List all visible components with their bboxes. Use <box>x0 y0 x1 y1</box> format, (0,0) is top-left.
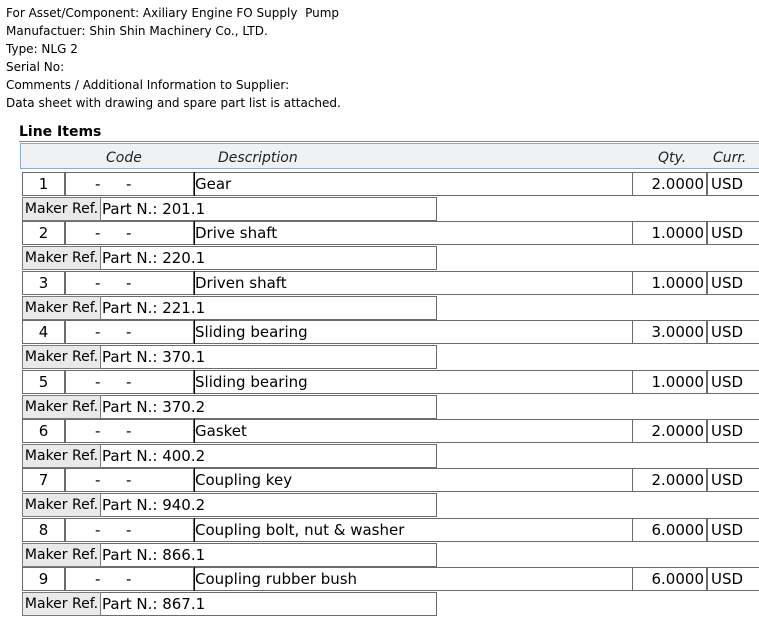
item-description[interactable]: Driven shaft <box>194 271 633 295</box>
item-description[interactable]: Coupling rubber bush <box>194 567 633 591</box>
item-quantity[interactable]: 2.0000 <box>632 468 707 492</box>
part-number-field[interactable]: Part N.: 866.1 <box>101 543 437 567</box>
maker-ref-row[interactable] <box>0 197 759 222</box>
table-row[interactable] <box>0 370 759 395</box>
maker-ref-row[interactable] <box>0 493 759 518</box>
table-row[interactable] <box>0 221 759 246</box>
maker-ref-label: Maker Ref. <box>22 493 101 517</box>
table-row[interactable] <box>0 567 759 592</box>
code-part-2: - <box>126 422 132 440</box>
maker-ref-label: Maker Ref. <box>22 444 101 468</box>
item-currency[interactable]: USD <box>707 320 759 344</box>
item-quantity[interactable]: 2.0000 <box>632 419 707 443</box>
item-currency[interactable]: USD <box>707 221 759 245</box>
maker-ref-label: Maker Ref. <box>22 592 101 616</box>
item-code[interactable] <box>65 419 194 443</box>
code-part-2: - <box>126 274 132 292</box>
part-number-field[interactable]: Part N.: 370.1 <box>101 345 437 369</box>
table-row[interactable] <box>0 271 759 296</box>
maker-ref-row[interactable] <box>0 345 759 370</box>
item-code[interactable] <box>65 271 194 295</box>
code-part-2: - <box>126 521 132 539</box>
item-quantity[interactable]: 6.0000 <box>632 518 707 542</box>
section-divider <box>19 141 759 142</box>
item-code[interactable] <box>65 320 194 344</box>
description-separator <box>194 518 195 542</box>
table-row[interactable] <box>0 320 759 345</box>
item-description[interactable]: Coupling key <box>194 468 633 492</box>
asset-line: For Asset/Component: Axiliary Engine FO Supply Pump <box>6 6 340 20</box>
item-currency[interactable]: USD <box>707 468 759 492</box>
maker-ref-label: Maker Ref. <box>22 197 101 221</box>
table-row[interactable] <box>0 468 759 493</box>
maker-ref-label: Maker Ref. <box>22 395 101 419</box>
maker-ref-label: Maker Ref. <box>22 296 101 320</box>
item-number[interactable]: 3 <box>22 271 65 295</box>
section-title: Line Items <box>19 124 102 140</box>
part-number-field[interactable]: Part N.: 867.1 <box>101 592 437 616</box>
maker-ref-row[interactable] <box>0 296 759 321</box>
item-number[interactable]: 8 <box>22 518 65 542</box>
item-number[interactable]: 2 <box>22 221 65 245</box>
item-description[interactable]: Gear <box>194 172 633 196</box>
item-currency[interactable]: USD <box>707 271 759 295</box>
line-items-header <box>20 143 759 169</box>
maker-ref-label: Maker Ref. <box>22 345 101 369</box>
code-part-2: - <box>126 175 132 193</box>
col-description-header: Description <box>218 150 298 166</box>
manufacturer-line: Manufactuer: Shin Shin Machinery Co., LTD. <box>6 24 268 38</box>
part-number-field[interactable]: Part N.: 940.2 <box>101 493 437 517</box>
code-part-1: - <box>95 521 101 539</box>
item-code[interactable] <box>65 518 194 542</box>
item-quantity[interactable]: 2.0000 <box>632 172 707 196</box>
item-description[interactable]: Sliding bearing <box>194 370 633 394</box>
item-description[interactable]: Coupling bolt, nut & washer <box>194 518 633 542</box>
asset-info <box>6 4 341 112</box>
part-number-field[interactable]: Part N.: 400.2 <box>101 444 437 468</box>
serial-line: Serial No: <box>6 60 65 74</box>
table-row[interactable] <box>0 172 759 197</box>
item-quantity[interactable]: 3.0000 <box>632 320 707 344</box>
code-part-1: - <box>95 274 101 292</box>
item-currency[interactable]: USD <box>707 172 759 196</box>
code-part-1: - <box>95 175 101 193</box>
item-number[interactable]: 9 <box>22 567 65 591</box>
code-part-2: - <box>126 570 132 588</box>
code-part-1: - <box>95 570 101 588</box>
code-part-2: - <box>126 471 132 489</box>
description-separator <box>194 271 195 295</box>
item-description[interactable]: Drive shaft <box>194 221 633 245</box>
code-part-1: - <box>95 323 101 341</box>
item-number[interactable]: 6 <box>22 419 65 443</box>
item-currency[interactable]: USD <box>707 370 759 394</box>
maker-ref-row[interactable] <box>0 592 759 617</box>
code-part-1: - <box>95 471 101 489</box>
item-code[interactable] <box>65 172 194 196</box>
code-part-1: - <box>95 373 101 391</box>
type-line: Type: NLG 2 <box>6 42 78 56</box>
maker-ref-row[interactable] <box>0 444 759 469</box>
code-part-2: - <box>126 373 132 391</box>
code-part-1: - <box>95 224 101 242</box>
maker-ref-label: Maker Ref. <box>22 246 101 270</box>
col-code-header: Code <box>106 150 142 166</box>
part-number-field[interactable]: Part N.: 221.1 <box>101 296 437 320</box>
item-number[interactable]: 7 <box>22 468 65 492</box>
item-currency[interactable]: USD <box>707 567 759 591</box>
part-number-field[interactable]: Part N.: 201.1 <box>101 197 437 221</box>
item-code[interactable] <box>65 567 194 591</box>
part-number-field[interactable]: Part N.: 220.1 <box>101 246 437 270</box>
code-part-1: - <box>95 422 101 440</box>
item-quantity[interactable]: 1.0000 <box>632 370 707 394</box>
description-separator <box>194 468 195 492</box>
description-separator <box>194 419 195 443</box>
comments-label: Comments / Additional Information to Supplier: <box>6 78 290 92</box>
item-description[interactable]: Sliding bearing <box>194 320 633 344</box>
code-part-2: - <box>126 323 132 341</box>
col-curr-header: Curr. <box>713 150 747 166</box>
item-currency[interactable]: USD <box>707 419 759 443</box>
maker-ref-row[interactable] <box>0 246 759 271</box>
item-description[interactable]: Gasket <box>194 419 633 443</box>
item-quantity[interactable]: 1.0000 <box>632 221 707 245</box>
description-separator <box>194 221 195 245</box>
description-separator <box>194 320 195 344</box>
comments-text: Data sheet with drawing and spare part list is attached. <box>6 96 341 110</box>
code-part-2: - <box>126 224 132 242</box>
table-row[interactable] <box>0 419 759 444</box>
item-number[interactable]: 4 <box>22 320 65 344</box>
item-code[interactable] <box>65 221 194 245</box>
maker-ref-row[interactable] <box>0 395 759 420</box>
col-qty-header: Qty. <box>658 150 687 166</box>
table-row[interactable] <box>0 518 759 543</box>
item-code[interactable] <box>65 370 194 394</box>
description-separator <box>194 567 195 591</box>
item-code[interactable] <box>65 468 194 492</box>
description-separator <box>194 172 195 196</box>
maker-ref-row[interactable] <box>0 543 759 568</box>
part-number-field[interactable]: Part N.: 370.2 <box>101 395 437 419</box>
item-currency[interactable]: USD <box>707 518 759 542</box>
item-quantity[interactable]: 6.0000 <box>632 567 707 591</box>
description-separator <box>194 370 195 394</box>
maker-ref-label: Maker Ref. <box>22 543 101 567</box>
item-number[interactable]: 5 <box>22 370 65 394</box>
item-quantity[interactable]: 1.0000 <box>632 271 707 295</box>
item-number[interactable]: 1 <box>22 172 65 196</box>
